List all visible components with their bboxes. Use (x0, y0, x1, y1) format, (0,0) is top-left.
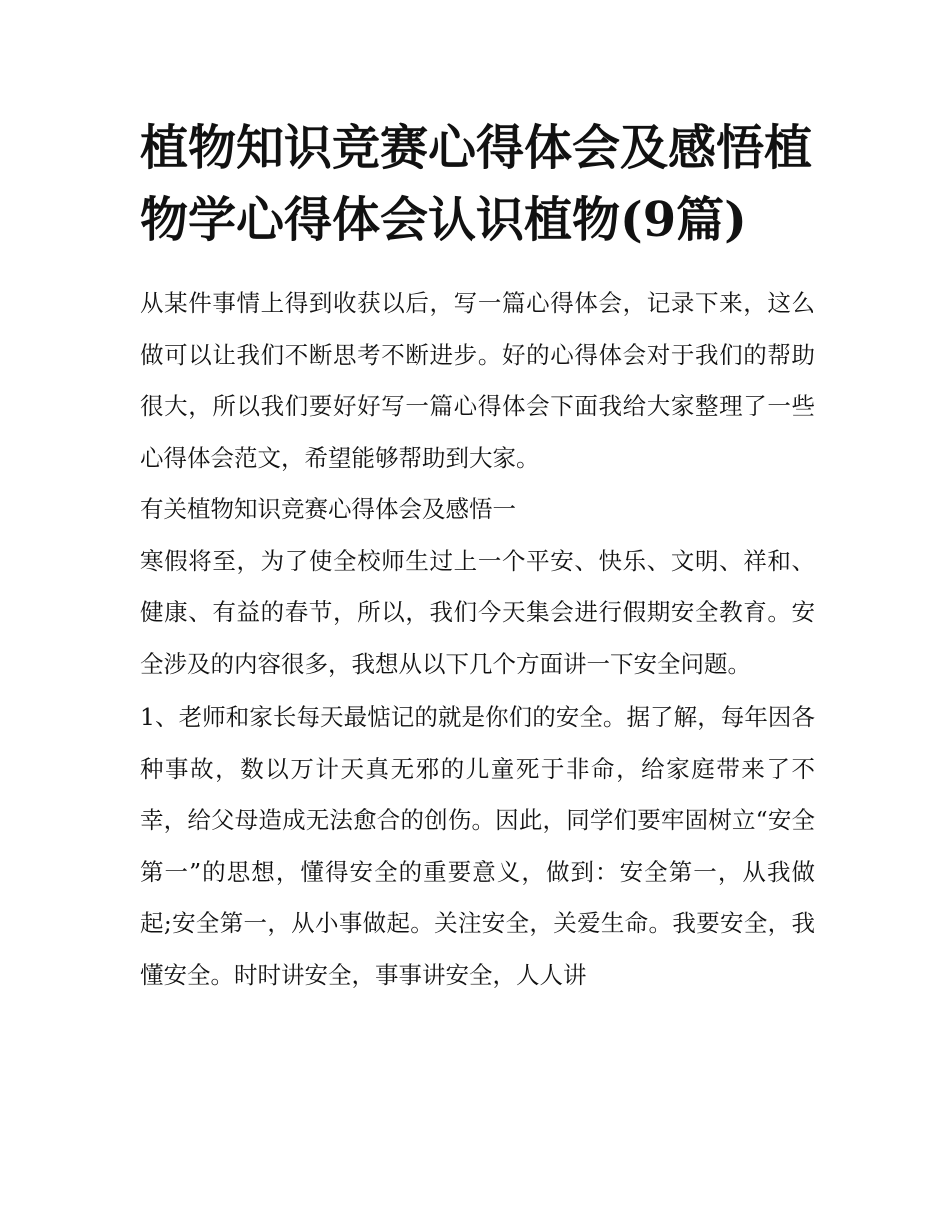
document-body (140, 112, 815, 1001)
section-heading: 有关植物知识竞赛心得体会及感悟一 (140, 495, 516, 523)
document-title: 植物知识竞赛心得体会及感悟植物学心得体会认识植物(9篇) (140, 120, 813, 248)
intro-paragraph: 从某件事情上得到收获以后，写一篇心得体会，记录下来，这么做可以让我们不断思考不断进步。好的心得体会对于我们的帮助很大，所以我们要好好写一篇心得体会下面我给大家整理了一些心得体会范文，希望能够帮助到大家。 (140, 289, 815, 472)
body-paragraph: 寒假将至，为了使全校师生过上一个平安、快乐、文明、祥和、健康、有益的春节，所以，我们今天集会进行假期安全教育。安全涉及的内容很多，我想从以下几个方面讲一下安全问题。 (140, 546, 815, 678)
body-paragraph: 1、老师和家长每天最惦记的就是你们的安全。据了解，每年因各种事故，数以万计天真无邪的儿童死于非命，给家庭带来了不幸，给父母造成无法愈合的创伤。因此，同学们要牢固树立“安全第一”的思想，懂得安全的重要意义，做到：安全第一，从我做起;安全第一，从小事做起。关注安全，关爱生命。我要安全，我懂安全。时时讲安全，事事讲安全，人人讲 (140, 703, 815, 989)
